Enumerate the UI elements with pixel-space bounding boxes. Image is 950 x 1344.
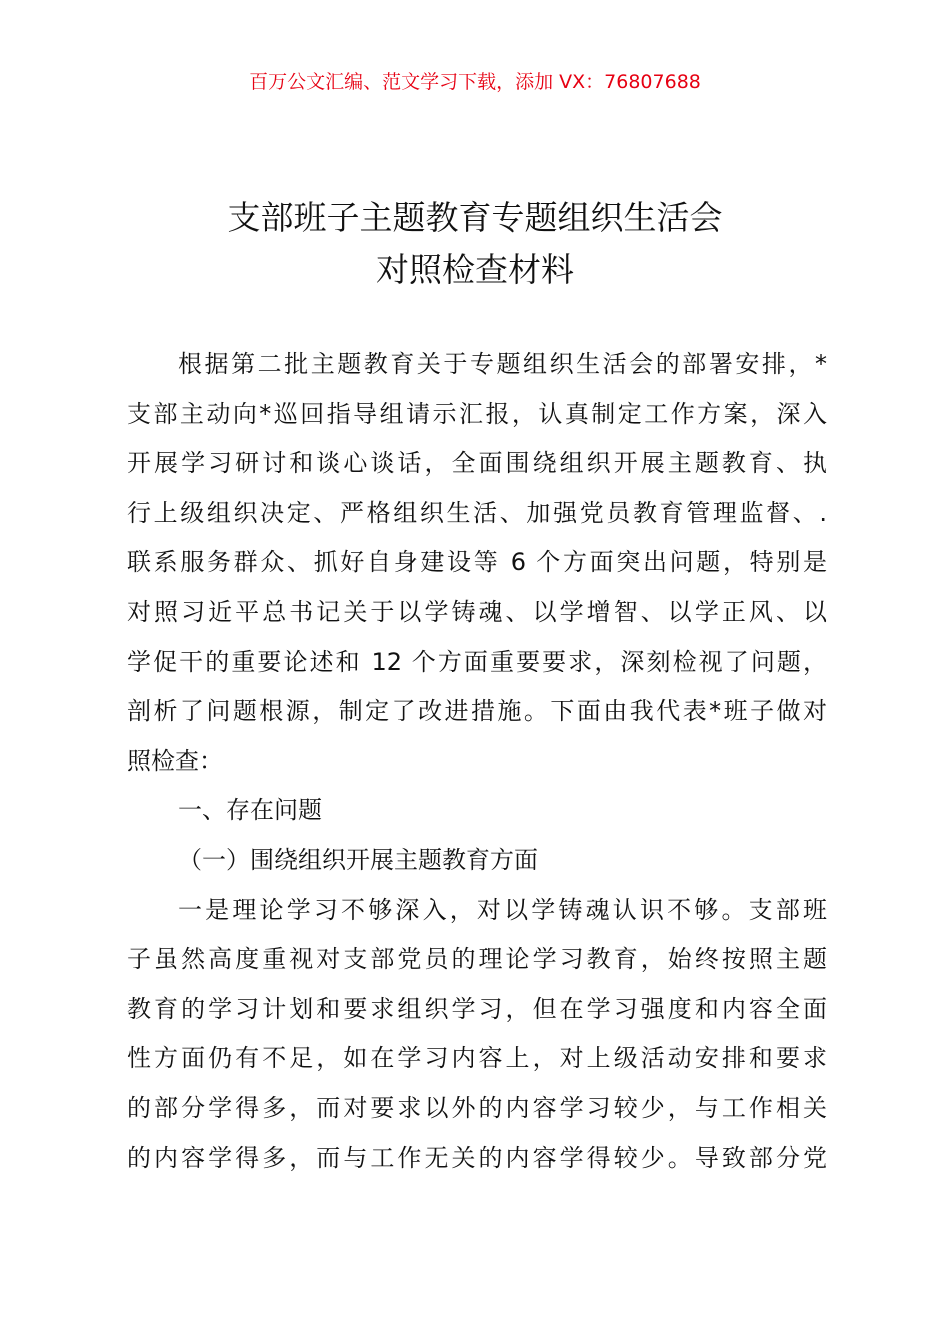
intro-paragraph [127, 340, 827, 786]
header-note: 百万公文汇编、范文学习下载，添加 VX：76807688 [249, 71, 701, 93]
title-line-2: 对照检查材料 [376, 250, 574, 289]
document-title [0, 192, 950, 296]
text-line: 照检查： [127, 746, 223, 775]
point-one-paragraph [127, 886, 827, 1184]
text-line: 行上级组织决定、严格组织生活、加强党员教育管理监督、. [127, 498, 827, 527]
text-line: 根据第二批主题教育关于专题组织生活会的部署安排，* [178, 350, 827, 378]
section-heading: 一、存在问题 [178, 796, 322, 825]
text-line: 的部分学得多，而对要求以外的内容学习较少，与工作相关 [127, 1093, 827, 1122]
text-line: 的内容学得多，而与工作无关的内容学得较少。导致部分党 [127, 1143, 827, 1172]
text-line: 学促干的重要论述和 12 个方面重要要求，深刻检视了问题， [127, 647, 827, 676]
text-line: 性方面仍有不足，如在学习内容上，对上级活动安排和要求 [127, 1044, 827, 1073]
text-line: 开展学习研讨和谈心谈话，全面围绕组织开展主题教育、执 [127, 449, 827, 478]
title-line-1: 支部班子主题教育专题组织生活会 [227, 198, 723, 237]
text-line: 子虽然高度重视对支部党员的理论学习教育，始终按照主题 [127, 945, 827, 974]
text-line: 一是理论学习不够深入，对以学铸魂认识不够。支部班 [178, 895, 827, 924]
text-line: 联系服务群众、抓好自身建设等 6 个方面突出问题，特别是 [127, 548, 827, 577]
text-line: 剖析了问题根源，制定了改进措施。下面由我代表*班子做对 [127, 697, 827, 726]
document-body [127, 340, 827, 1183]
text-line: 对照习近平总书记关于以学铸魂、以学增智、以学正风、以 [127, 597, 827, 626]
subsection-heading: （一）围绕组织开展主题教育方面 [178, 845, 538, 874]
text-line: 支部主动向*巡回指导组请示汇报，认真制定工作方案，深入 [127, 399, 827, 428]
text-line: 教育的学习计划和要求组织学习，但在学习强度和内容全面 [127, 994, 827, 1023]
